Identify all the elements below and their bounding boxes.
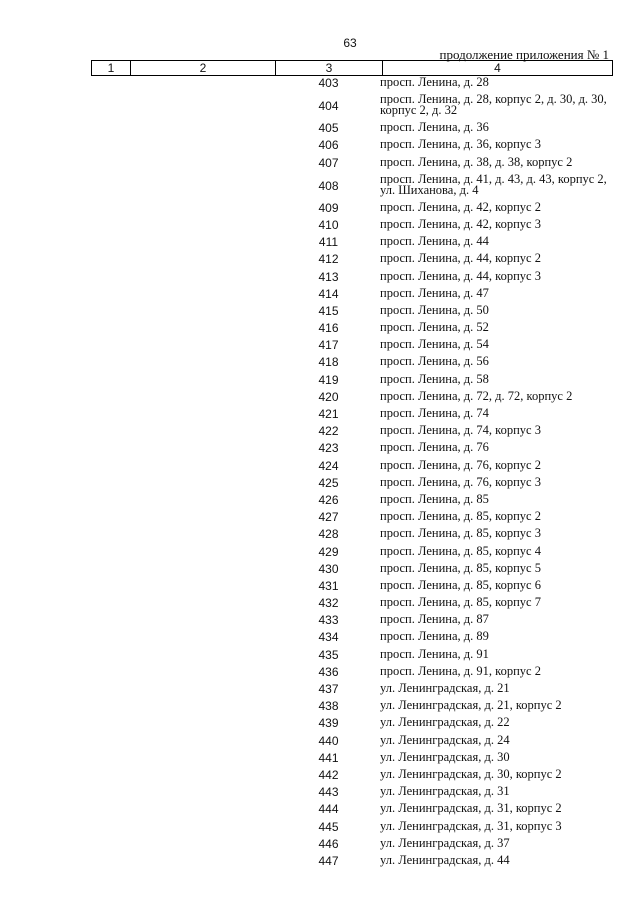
- row-number: 432: [318, 596, 339, 611]
- row-number: 411: [318, 235, 339, 250]
- row-number: 446: [318, 836, 339, 851]
- row-number: 421: [318, 407, 339, 421]
- row-number: 434: [318, 630, 339, 645]
- column-header-4: 4: [383, 61, 613, 76]
- row-number: 435: [318, 647, 339, 662]
- row-address: просп. Ленина, д. 44: [380, 234, 489, 249]
- row-number: 428: [318, 527, 339, 542]
- row-address: ул. Ленинградская, д. 31, корпус 2: [380, 801, 562, 816]
- row-address: просп. Ленина, д. 36: [380, 120, 489, 135]
- row-number: 417: [318, 338, 339, 353]
- column-header-row: [92, 61, 613, 76]
- row-address: просп. Ленина, д. 52: [380, 320, 489, 335]
- row-number: 410: [318, 217, 339, 232]
- row-number: 413: [318, 269, 339, 284]
- row-number: 444: [318, 802, 339, 817]
- row-number: 425: [318, 475, 339, 490]
- row-number: 430: [318, 561, 339, 576]
- column-header-1: 1: [92, 61, 131, 76]
- page-number: 63: [343, 36, 357, 50]
- row-address: просп. Ленина, д. 87: [380, 612, 489, 627]
- row-address: ул. Ленинградская, д. 22: [380, 715, 510, 730]
- row-address: ул. Ленинградская, д. 21: [380, 681, 510, 695]
- row-address: просп. Ленина, д. 76, корпус 3: [380, 474, 541, 489]
- row-number: 412: [318, 252, 339, 267]
- row-number: 407: [318, 155, 339, 170]
- row-number: 445: [318, 819, 339, 834]
- row-number: 447: [318, 853, 339, 868]
- row-address: просп. Ленина, д. 56: [380, 354, 489, 369]
- row-number: 418: [318, 355, 339, 370]
- row-number: 415: [318, 303, 339, 318]
- row-number: 420: [318, 389, 339, 404]
- row-number: 419: [318, 372, 339, 387]
- column-header-2: 2: [131, 61, 276, 76]
- row-number: 429: [318, 544, 339, 559]
- row-number: 431: [318, 578, 339, 593]
- column-header-3: 3: [276, 61, 383, 76]
- row-address: просп. Ленина, д. 74: [380, 406, 489, 420]
- row-address: ул. Ленинградская, д. 37: [380, 835, 510, 850]
- row-number: 405: [318, 121, 339, 136]
- row-number: 403: [318, 76, 339, 90]
- row-number: 414: [318, 286, 339, 301]
- row-number: 424: [318, 458, 339, 473]
- row-address: ул. Ленинградская, д. 24: [380, 732, 510, 747]
- row-address: просп. Ленина, д. 85, корпус 7: [380, 595, 541, 610]
- row-number: 443: [318, 785, 339, 800]
- row-number: 408: [318, 178, 339, 193]
- row-address: ул. Ленинградская, д. 44: [380, 852, 510, 867]
- row-address: ул. Ленинградская, д. 30, корпус 2: [380, 766, 562, 781]
- row-number: 438: [318, 699, 339, 714]
- row-address: ул. Ленинградская, д. 31: [380, 784, 510, 799]
- row-address: просп. Ленина, д. 44, корпус 2: [380, 251, 541, 266]
- row-number: 427: [318, 510, 339, 525]
- row-address: просп. Ленина, д. 76: [380, 440, 489, 455]
- row-number: 423: [318, 441, 339, 456]
- row-number: 442: [318, 767, 339, 782]
- row-address: просп. Ленина, д. 85, корпус 4: [380, 543, 541, 558]
- row-address: просп. Ленина, д. 38, д. 38, корпус 2: [380, 154, 573, 169]
- row-address: просп. Ленина, д. 74, корпус 3: [380, 423, 541, 438]
- row-number: 441: [318, 750, 339, 765]
- row-number: 404: [318, 99, 339, 114]
- row-number: 422: [318, 424, 339, 439]
- row-address: просп. Ленина, д. 42, корпус 3: [380, 216, 541, 231]
- row-number: 439: [318, 716, 339, 731]
- row-address: просп. Ленина, д. 28: [380, 75, 489, 89]
- row-address: ул. Ленинградская, д. 21, корпус 2: [380, 698, 562, 713]
- row-number: 436: [318, 664, 339, 679]
- row-number: 433: [318, 613, 339, 628]
- continuation-label: продолжение приложения № 1: [439, 47, 609, 62]
- row-address: просп. Ленина, д. 72, д. 72, корпус 2: [380, 388, 573, 403]
- row-address: просп. Ленина, д. 85, корпус 5: [380, 560, 541, 575]
- row-address: просп. Ленина, д. 42, корпус 2: [380, 199, 541, 214]
- row-address: просп. Ленина, д. 85, корпус 3: [380, 526, 541, 541]
- row-address: ул. Ленинградская, д. 31, корпус 3: [380, 818, 562, 833]
- row-address: просп. Ленина, д. 85: [380, 491, 489, 506]
- row-address: ул. Ленинградская, д. 30: [380, 749, 510, 764]
- row-address: просп. Ленина, д. 85, корпус 2: [380, 509, 541, 524]
- row-address: просп. Ленина, д. 85, корпус 6: [380, 577, 541, 592]
- row-address: просп. Ленина, д. 50: [380, 302, 489, 317]
- row-number: 409: [318, 200, 339, 215]
- row-address: просп. Ленина, д. 36, корпус 3: [380, 137, 541, 152]
- row-address: просп. Ленина, д. 47: [380, 285, 489, 300]
- row-address: просп. Ленина, д. 54: [380, 337, 489, 352]
- row-number: 440: [318, 733, 339, 748]
- row-address: просп. Ленина, д. 91, корпус 2: [380, 663, 541, 678]
- row-address: просп. Ленина, д. 76, корпус 2: [380, 457, 541, 472]
- row-number: 426: [318, 492, 339, 507]
- row-address: просп. Ленина, д. 28, корпус 2, д. 30, д. 30, корпус 2, д. 32: [380, 92, 607, 118]
- row-number: 437: [318, 682, 339, 696]
- column-header-table: [91, 60, 613, 76]
- row-address: просп. Ленина, д. 89: [380, 629, 489, 644]
- row-number: 416: [318, 321, 339, 336]
- row-address: просп. Ленина, д. 91: [380, 646, 489, 661]
- row-number: 406: [318, 138, 339, 153]
- row-address: просп. Ленина, д. 58: [380, 371, 489, 386]
- row-address: просп. Ленина, д. 44, корпус 3: [380, 268, 541, 283]
- row-address: просп. Ленина, д. 41, д. 43, д. 43, корпус 2, ул. Шиханова, д. 4: [380, 171, 607, 197]
